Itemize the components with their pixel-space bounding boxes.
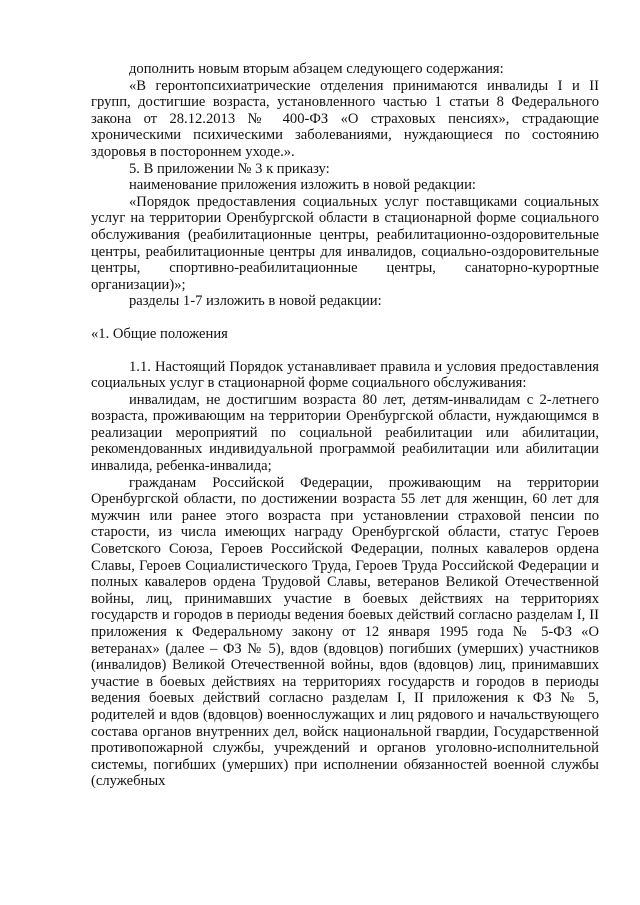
paragraph-amend-intro: дополнить новым вторым абзацем следующего содержания:: [129, 61, 504, 77]
paragraph-sections-change: разделы 1-7 изложить в новой редакции:: [129, 293, 382, 310]
paragraph-item-5: 5. В приложении № 3 к приказу:: [129, 160, 330, 177]
paragraph-gerontopsychiatric: «В геронтопсихиатрические отделения принимаются инвалиды I и II групп, достигшие возраста, установленного частью 1 статьи 8 Федерального закона от 28.12.2013 № 400-ФЗ «О страховых пенсиях», страдающие хроническими психическими заболеваниями, нуждающиеся по состоянию здоровья в постороннем уходе.».: [91, 77, 599, 160]
paragraph-disabled-persons: инвалидам, не достигшим возраста 80 лет, детям-инвалидам с 2-летнего возраста, проживающим на территории Оренбургской области, нуждающимся в реализации мероприятий по социальной реабилитации или абилитации, рекомендованных индивидуальной программой реабилитации или абилитации инвалида, ребенка-инвалида;: [91, 391, 599, 475]
paragraph-1-1: 1.1. Настоящий Порядок устанавливает правила и условия предоставления социальных услуг в стационарной форме социального обслуживания:: [91, 358, 599, 392]
paragraph-citizens: гражданам Российской Федерации, проживающим на территории Оренбургской области, по достижении возраста 55 лет для женщин, 60 лет для мужчин или ранее этого возраста при установлении страховой пенсии по старости, из числа имеющих награду Оренбургской области, статус Героев Советского Союза, Героев Российской Федерации, полных кавалеров ордена Славы, Героев Социалистического Труда, Героев Труда Российской Федерации и полных кавалеров ордена Трудовой Славы, ветеранов Великой Отечественной войны, лиц, принимавших участие в боевых действиях на территориях государств и городов в периоды ведения боевых действий согласно разделам I, II приложения к Федеральному закону от 12 января 1995 года № 5-ФЗ «О ветеранах» (далее – ФЗ № 5), вдов (вдовцов) погибших (умерших) участников (инвалидов) Великой Отечественной войны, вдов (вдовцов) лиц, принимавших участие в боевых действиях на территориях государств и городов в периоды ведения боевых действий согласно разделам I, II приложения к ФЗ № 5, родителей и вдов (вдовцов) военнослужащих и лиц рядового и начальствующего состава органов внутренних дел, войск национальной гвардии, Государственной противопожарной службы, учреждений и органов уголовно-исполнительной системы, погибших (умерших) при исполнении обязанностей военной службы (служебных: [91, 474, 599, 790]
document-body: [91, 61, 599, 790]
paragraph-appendix-title: «Порядок предоставления социальных услуг поставщиками социальных услуг на территории Оренбургской области в стационарной форме социального обслуживания (реабилитационные центры, реабилитационно-оздоровительные центры, реабилитационные центры для инвалидов, социально-оздоровительные центры, спортивно-реабилитационные центры, санаторно-курортные организации)»;: [91, 193, 599, 293]
section-heading: «1. Общие положения: [91, 325, 228, 342]
paragraph-title-change: наименование приложения изложить в новой редакции:: [129, 177, 476, 194]
